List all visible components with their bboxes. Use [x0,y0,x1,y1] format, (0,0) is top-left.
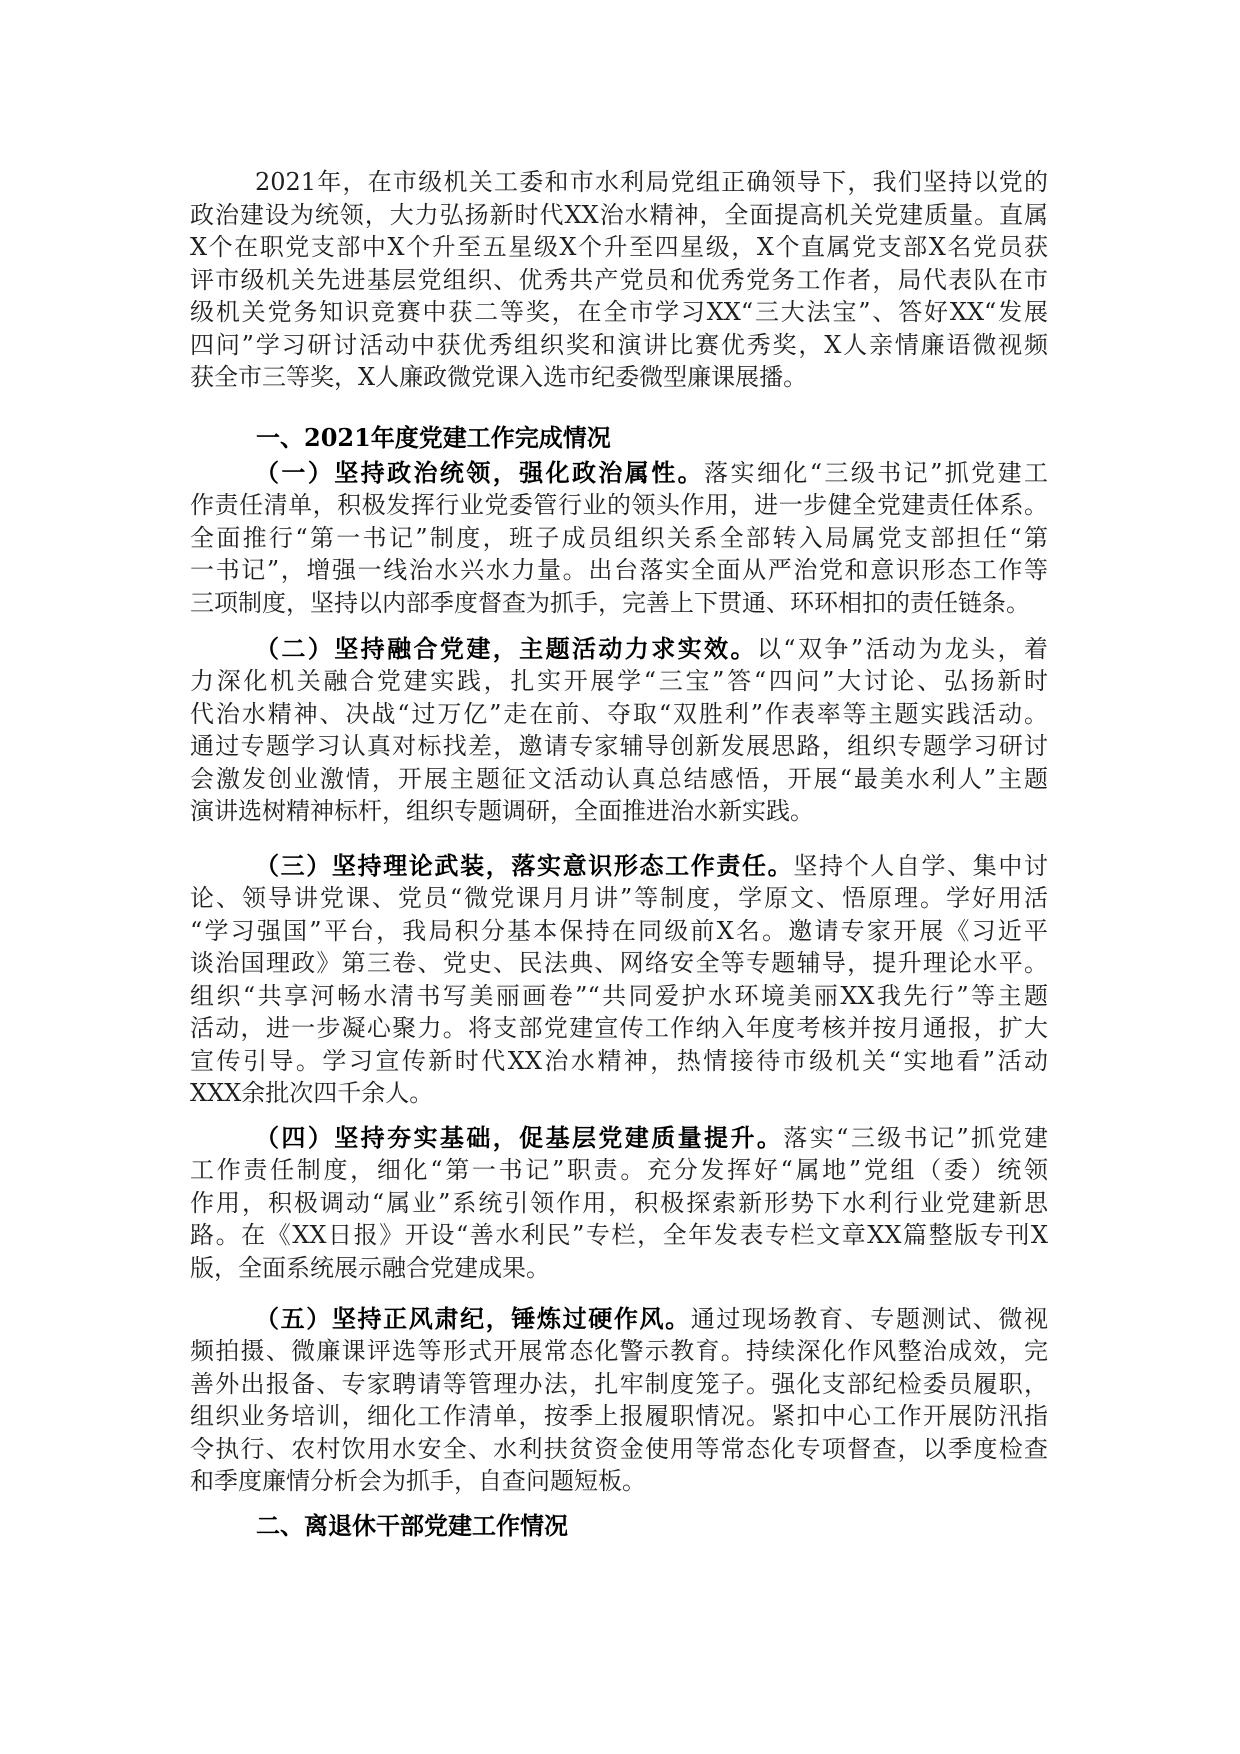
paragraph [190,633,1048,828]
text-line [190,361,1048,394]
line-text: 路。在《XX日报》开设“善水利民”专栏，全年发表专栏文章XX篇整版专刊X [190,1221,1048,1249]
text-line [190,1122,1048,1155]
text-line [190,166,1048,199]
text-line [190,1335,1048,1368]
line-text: 通过专题学习认真对标找差，邀请专家辅导创新发展思路，组织专题学习研讨 [190,732,1048,760]
text-line [190,980,1048,1013]
paragraph-lead: （三）坚持理论武装，落实意识形态工作责任。 [255,850,794,880]
text-line [190,1400,1048,1433]
text-line [190,795,1048,828]
line-text: 一书记”，增强一线治水兴水力量。出台落实全面从严治党和意识形态工作等 [190,556,1048,584]
line-text: 级机关党务知识竞赛中获二等奖，在全市学习XX“三大法宝”、答好XX“发展 [190,298,1048,326]
line-text: 四问”学习研讨活动中获优秀组织奖和演讲比赛优秀奖，X人亲情廉语微视频 [190,330,1048,359]
line-text: “学习强国”平台，我局积分基本保持在同级前X名。邀请专家开展《习近平 [190,916,1048,945]
text-line [190,1077,1048,1110]
text-line [190,698,1048,731]
line-text: 代治水精神、决战“过万亿”走在前、夺取“双胜利”作表率等主题实践活动。 [190,699,1048,728]
text-line [190,296,1048,329]
line-text: 2021年，在市级机关工委和市水利局党组正确领导下，我们坚持以党的 [255,168,1048,196]
line-text: 落实“三级书记”抓党建 [783,1123,1049,1152]
text-line [190,1368,1048,1401]
line-text: 坚持个人自学、集中讨 [793,851,1049,880]
text-line [190,633,1048,666]
line-text: 落实细化“三级书记”抓党建工 [704,458,1048,487]
paragraph-lead: （一）坚持政治统领，强化政治属性。 [255,457,705,487]
line-text: 三项制度，坚持以内部季度督查为抓手，完善上下贯通、环环相扣的责任链条。 [190,588,1030,617]
line-text: 政治建设为统领，大力弘扬新时代XX治水精神，全面提高机关党建质量。直属 [190,200,1048,229]
line-text: 令执行、农村饮用水安全、水利扶贫资金使用等常态化专项督查，以季度检查 [190,1434,1048,1463]
text-line [190,947,1048,980]
text-line [190,329,1048,362]
text-line [190,264,1048,297]
line-text: 作用，积极调动“属业”系统引领作用，积极探索新形势下水利行业党建新思 [190,1188,1048,1217]
line-text: 会激发创业激情，开展主题征文活动认真总结感悟，开展“最美水利人”主题 [190,764,1048,793]
line-text: XXX余批次四千余人。 [190,1079,434,1107]
paragraph [190,1122,1048,1285]
text-line [190,1187,1048,1220]
line-text: 组织“共享河畅水清书写美丽画卷”“共同爱护水环境美丽XX我先行”等主题 [190,981,1048,1010]
text-line [190,1219,1048,1252]
line-text: X个在职党支部中X个升至五星级X个升至四星级，X个直属党支部X名党员获 [190,233,1048,261]
line-text: 作责任清单，积极发挥行业党委管行业的领头作用，进一步健全党建责任体系。 [190,491,1048,519]
text-line [190,522,1048,555]
line-text: 力深化机关融合党建实践，扎实开展学“三宝”答“四问”大讨论、弘扬新时 [190,667,1048,695]
line-text: 宣传引导。学习宣传新时代XX治水精神，热情接待市级机关“实地看”活动 [190,1046,1048,1075]
paragraph-lead: （四）坚持夯实基础，促基层党建质量提升。 [255,1122,784,1152]
text-line [190,587,1048,620]
text-line [190,730,1048,763]
text-line [190,665,1048,698]
text-line [190,763,1048,796]
line-text: 全面推行“第一书记”制度，班子成员组织关系全部转入局属党支部担任“第 [190,523,1048,552]
text-line [190,915,1048,948]
line-text: 善外出报备、专家聘请等管理办法，扎牢制度笼子。强化支部纪检委员履职， [190,1369,1048,1398]
paragraph [190,850,1048,1110]
line-text: 谈治国理政》第三卷、党史、民法典、网络安全等专题辅导，提升理论水平。 [190,949,1048,977]
line-text: 组织业务培训，细化工作清单，按季上报履职情况。紧扣中心工作开展防汛指 [190,1402,1048,1430]
line-text: 工作责任制度，细化“第一书记”职责。充分发挥好“属地”党组（委）统领 [190,1156,1048,1184]
paragraph-lead: （五）坚持正风肃纪，锤炼过硬作风。 [255,1303,691,1333]
line-text: 活动，进一步凝心聚力。将支部党建宣传工作纳入年度考核并按月通报，扩大 [190,1014,1048,1042]
text-line [190,1303,1048,1336]
section-heading: 一、2021年度党建工作完成情况 [256,423,611,452]
line-text: 和季度廉情分析会为抓手，自查问题短板。 [190,1467,646,1495]
line-text: 通过现场教育、专题测试、微视 [690,1304,1048,1333]
text-line [190,1252,1048,1285]
text-line [190,850,1048,883]
text-line [190,489,1048,522]
text-line [190,882,1048,915]
text-line [190,554,1048,587]
line-text: 版，全面系统展示融合党建成果。 [190,1253,550,1282]
line-text: 频拍摄、微廉课评选等形式开展常态化警示教育。持续深化作风整治成效，完 [190,1337,1048,1365]
paragraph [190,457,1048,620]
line-text: 获全市三等奖，X人廉政微党课入选市纪委微型廉课展播。 [190,363,808,391]
line-text: 以“双争”活动为龙头，着 [756,634,1048,663]
text-line [190,1433,1048,1466]
text-line [190,231,1048,264]
text-line [190,199,1048,232]
text-line [190,1012,1048,1045]
paragraph [190,166,1048,394]
paragraph-lead: （二）坚持融合党建，主题活动力求实效。 [255,633,757,663]
text-line [190,1154,1048,1187]
text-line [190,457,1048,490]
document-page [190,166,1048,1542]
section-heading: 二、离退休干部党建工作情况 [256,1510,568,1540]
text-line [190,1045,1048,1078]
paragraph [190,1303,1048,1498]
text-line [190,1465,1048,1498]
line-text: 演讲选树精神标杆，组织专题调研，全面推进治水新实践。 [190,797,814,825]
line-text: 论、领导讲党课、党员“微党课月月讲”等制度，学原文、悟原理。学好用活 [190,884,1048,912]
line-text: 评市级机关先进基层党组织、优秀共产党员和优秀党务工作者，局代表队在市 [190,265,1048,294]
